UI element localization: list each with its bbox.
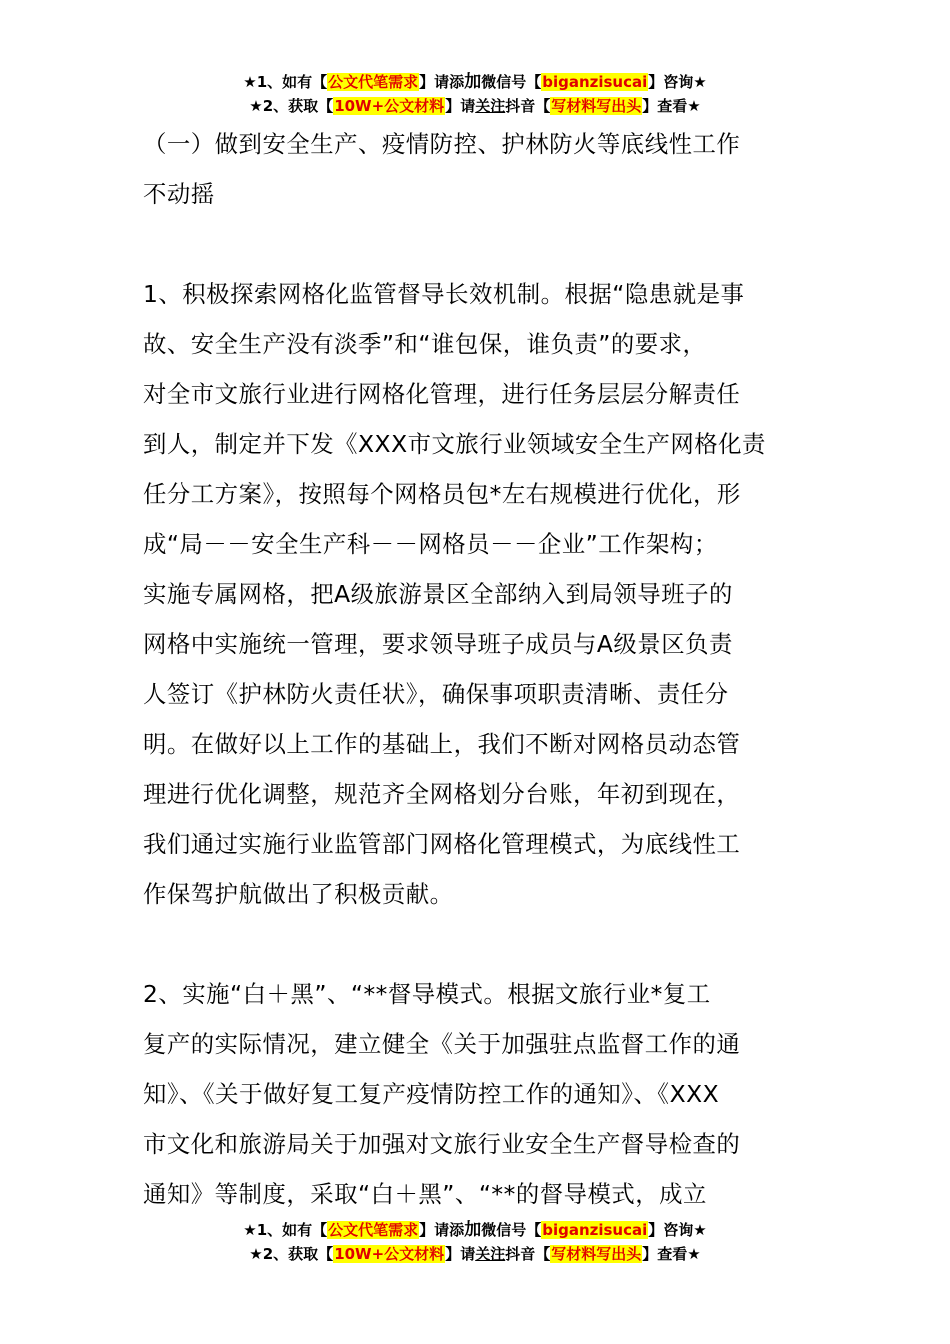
promo-line-1 [0,70,950,94]
para1-line: 故、安全生产没有淡季”和“谁包保，谁负责”的要求， [143,330,707,358]
promo-footer [0,1218,950,1266]
promo-text: 加 [464,1220,482,1240]
para1-line: 网格中实施统一管理，要求领导班子成员与A级景区负责 [143,630,733,658]
promo-text: 关注 [475,1245,506,1263]
para2-line: 2、实施“白＋黑”、“**督导模式。根据文旅行业*复工 [143,980,711,1008]
promo-text: 】咨询★ [648,73,707,91]
promo-text: ★2、获取【 [249,1245,334,1263]
promo-line-2 [0,1242,950,1266]
paragraph-gap [143,919,807,969]
para1-line: 我们通过实施行业监管部门网格化管理模式，为底线性工 [143,830,741,858]
promo-text: 抖音【 [505,97,551,115]
para1-line: 实施专属网格，把A级旅游景区全部纳入到局领导班子的 [143,580,733,608]
paragraph-gap [143,219,807,269]
promo-text: 关注 [475,97,506,115]
promo-text: 】咨询★ [648,1221,707,1239]
para2-line: 复产的实际情况，建立健全《关于加强驻点监督工作的通 [143,1030,741,1058]
promo-text: 微信号【 [481,73,542,91]
para2-line: 知》、《关于做好复工复产疫情防控工作的通知》、《XXX [143,1080,720,1108]
promo-text: ★1、如有【 [243,73,328,91]
para1-line: 到人，制定并下发《XXX市文旅行业领域安全生产网格化责 [143,430,766,458]
para1-line: 任分工方案》，按照每个网格员包*左右规模进行优化，形 [143,480,741,508]
promo-text: 】查看★ [642,1245,701,1263]
para1-line: 理进行优化调整，规范齐全网格划分台账，年初到现在， [143,780,741,808]
promo-highlight: 10W+公文材料 [334,97,445,115]
section-heading-line: 不动摇 [143,180,215,208]
para1-line: 人签订《护林防火责任状》，确保事项职责清晰、责任分 [143,680,729,708]
promo-line-1 [0,1218,950,1242]
promo-text: 微信号【 [481,1221,542,1239]
promo-highlight: 10W+公文材料 [334,1245,445,1263]
promo-line-2 [0,94,950,118]
promo-text: 抖音【 [505,1245,551,1263]
section-heading-line: （一）做到安全生产、疫情防控、护林防火等底线性工作 [143,130,741,158]
para1-line: 对全市文旅行业进行网格化管理，进行任务层层分解责任 [143,380,741,408]
para1-line: 作保驾护航做出了积极贡献。 [143,880,454,908]
promo-wechat-id: biganzisucai [542,1221,648,1239]
para1-line: 1、积极探索网格化监管督导长效机制。根据“隐患就是事 [143,280,745,308]
promo-text: 】请添 [419,73,465,91]
promo-text: 】请 [445,97,476,115]
promo-header [0,70,950,118]
para2-line: 通知》等制度，采取“白＋黑”、“**的督导模式，成立 [143,1180,707,1208]
para1-line: 成“局－－安全生产科－－网格员－－企业”工作架构； [143,530,718,558]
promo-highlight: 公文代笔需求 [328,73,419,91]
promo-text: ★1、如有【 [243,1221,328,1239]
promo-text: 加 [464,72,482,92]
para2-line: 市文化和旅游局关于加强对文旅行业安全生产督导检查的 [143,1130,741,1158]
promo-highlight: 写材料写出头 [551,97,642,115]
document-body [143,119,807,1219]
promo-highlight: 公文代笔需求 [328,1221,419,1239]
promo-text: ★2、获取【 [249,97,334,115]
para1-line: 明。在做好以上工作的基础上，我们不断对网格员动态管 [143,730,741,758]
promo-text: 】请添 [419,1221,465,1239]
promo-highlight: 写材料写出头 [551,1245,642,1263]
promo-text: 】查看★ [642,97,701,115]
promo-wechat-id: biganzisucai [542,73,648,91]
promo-text: 】请 [445,1245,476,1263]
